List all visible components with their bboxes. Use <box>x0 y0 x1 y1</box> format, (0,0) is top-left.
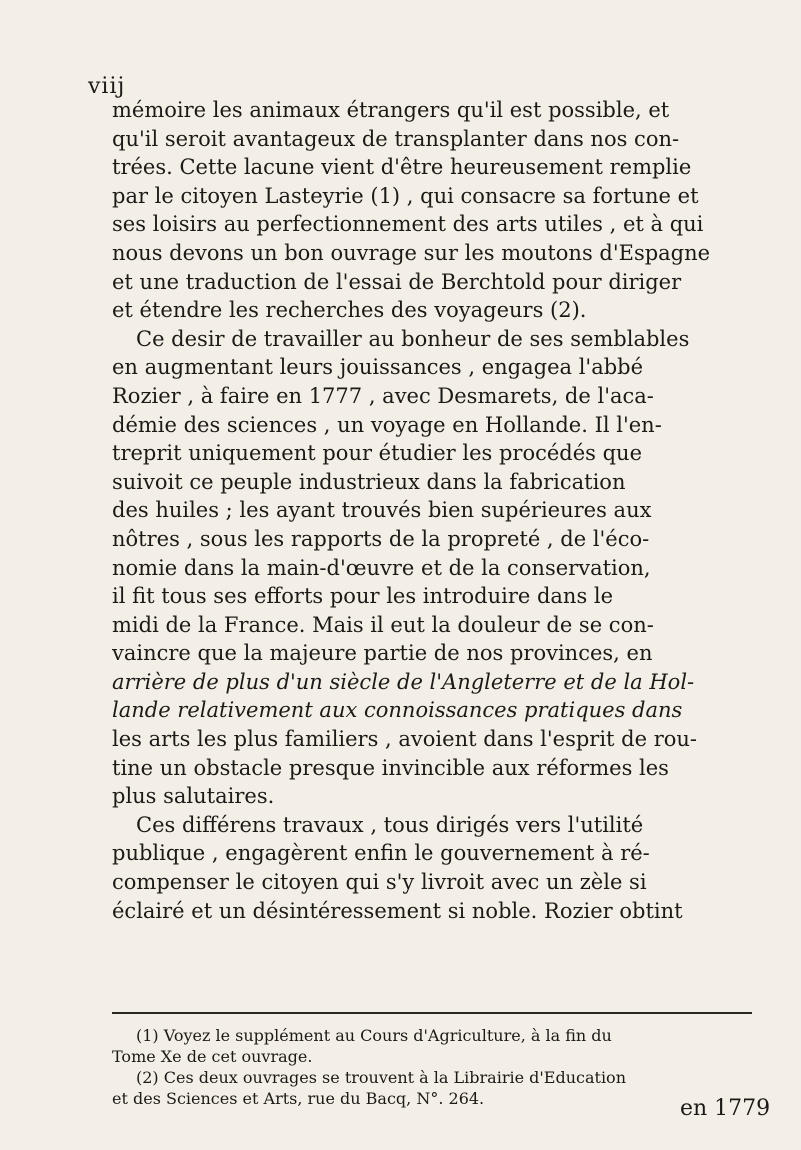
footnotes <box>112 1025 752 1109</box>
text-line: démie des sciences , un voyage en Hollande. Il l'en- <box>112 412 662 437</box>
footnote-line: (2) Ces deux ouvrages se trouvent à la Librairie d'Education <box>136 1068 626 1087</box>
text-line: tine un obstacle presque invincible aux réformes les <box>112 755 669 780</box>
text-line: des huiles ; les ayant trouvés bien supérieures aux <box>112 498 652 523</box>
text-line: nomie dans la main-d'œuvre et de la conservation, <box>112 555 651 580</box>
text-line: mémoire les animaux étrangers qu'il est possible, et <box>112 98 670 122</box>
text-line: trées. Cette lacune vient d'être heureusement remplie <box>112 155 692 180</box>
footnote-divider <box>112 1012 752 1014</box>
text-line: arrière de plus d'un siècle de l'Angleterre et de la Hol- <box>112 669 695 694</box>
catchword: en 1779 <box>680 1096 771 1121</box>
text-line: Ces différens travaux , tous dirigés vers l'utilité <box>136 812 644 837</box>
text-line: par le citoyen Lasteyrie (1) , qui consacre sa fortune et <box>112 183 699 208</box>
text-line: Ce desir de travailler au bonheur de ses semblables <box>136 326 690 351</box>
text-line: lande relativement aux connoissances pratiques dans <box>112 698 683 723</box>
text-line: publique , engagèrent enfin le gouvernement à ré- <box>112 841 650 866</box>
text-line: les arts les plus familiers , avoient dans l'esprit de rou- <box>112 727 698 752</box>
text-line: et une traduction de l'essai de Berchtold pour diriger <box>112 269 682 294</box>
text-line: qu'il seroit avantageux de transplanter dans nos con- <box>112 126 680 151</box>
footnote-line: (1) Voyez le supplément au Cours d'Agriculture, à la fin du <box>136 1026 612 1045</box>
text-line: il fit tous ses efforts pour les introduire dans le <box>112 584 614 609</box>
text-line: nous devons un bon ouvrage sur les moutons d'Espagne <box>112 240 711 265</box>
text-line: et étendre les recherches des voyageurs (2). <box>112 298 587 323</box>
text-line: suivoit ce peuple industrieux dans la fabrication <box>112 469 626 494</box>
text-line: treprit uniquement pour étudier les procédés que <box>112 441 643 466</box>
text-line: éclairé et un désintéressement si noble. Rozier obtint <box>112 898 683 923</box>
text-line: en augmentant leurs jouissances , engagea l'abbé <box>112 355 644 380</box>
text-line: Rozier , à faire en 1777 , avec Desmarets, de l'aca- <box>112 383 654 408</box>
text-line: compenser le citoyen qui s'y livroit avec un zèle si <box>112 870 647 895</box>
text-line: nôtres , sous les rapports de la propreté , de l'éco- <box>112 526 650 551</box>
page-number: viij <box>88 74 126 99</box>
text-line: midi de la France. Mais il eut la douleur de se con- <box>112 612 654 637</box>
footnote-line: et des Sciences et Arts, rue du Bacq, N°. 264. <box>112 1089 485 1108</box>
text-line: ses loisirs au perfectionnement des arts utiles , et à qui <box>112 212 704 237</box>
footnote-line: Tome Xe de cet ouvrage. <box>112 1047 313 1066</box>
main-text <box>112 96 752 925</box>
text-line: plus salutaires. <box>112 784 275 809</box>
text-line: vaincre que la majeure partie de nos provinces, en <box>112 641 653 666</box>
